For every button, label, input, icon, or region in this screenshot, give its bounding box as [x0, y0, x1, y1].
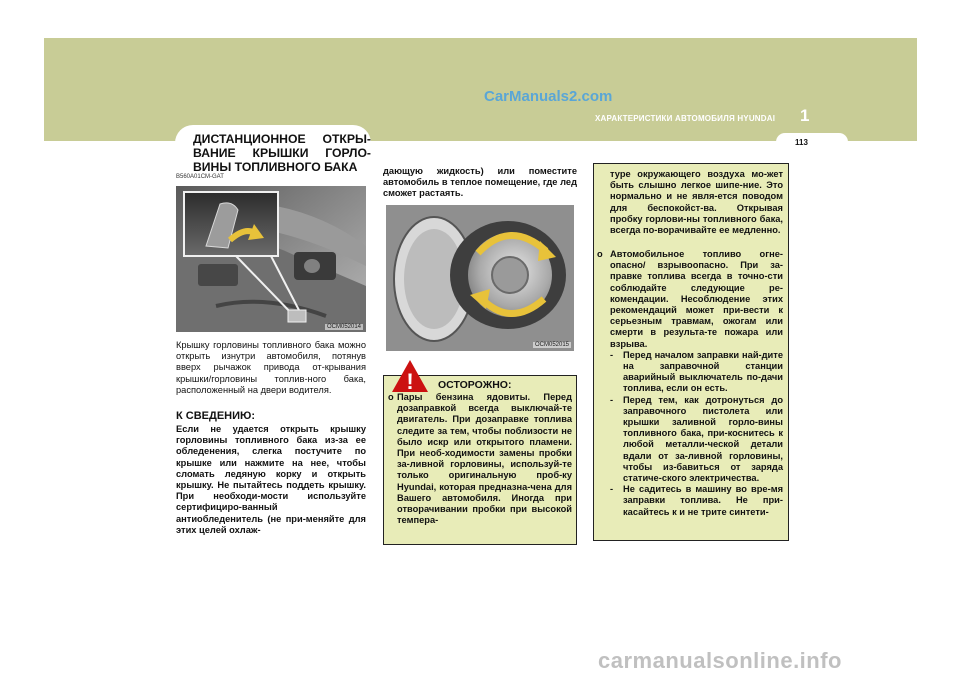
- section-title: ХАРАКТЕРИСТИКИ АВТОМОБИЛЯ HYUNDAI: [595, 114, 776, 123]
- sub-item: [610, 395, 783, 485]
- fuel-cap-photo: [386, 205, 574, 351]
- bullet-marker: o: [597, 249, 603, 259]
- section-heading: ДИСТАНЦИОННОЕ ОТКРЫ-ВАНИЕ КРЫШКИ ГОРЛО-ВИНЫ ТОПЛИВНОГО БАКА: [193, 132, 371, 174]
- warning-symbol: !: [406, 369, 414, 394]
- dash-marker: -: [610, 394, 614, 405]
- chapter-number: 1: [800, 106, 810, 125]
- middle-continuation-text: дающую жидкость) или поместите автомобиль в теплое помещение, где лед сможет растаять.: [383, 166, 577, 199]
- page-number-tab: [776, 133, 848, 149]
- warning-title: ОСТОРОЖНО:: [438, 379, 512, 391]
- dash-marker: -: [610, 349, 614, 360]
- bullet-marker: o: [388, 392, 394, 402]
- warning-item: [388, 392, 572, 526]
- sub-item-text: Не садитесь в машину во вре-мя заправки топлива. Не при-касайтесь к и не трите синтети-: [623, 484, 783, 517]
- dash-marker: -: [610, 484, 614, 495]
- door-lever-photo: [176, 186, 366, 332]
- left-body-text: Крышку горловины топливного бака можно открыть изнутри автомобиля, потянув вверх рычажок привода от-крывания крышки/горловины топлив-ного бака, расположенный на двери водителя.: [176, 340, 366, 395]
- sub-item: [610, 484, 783, 518]
- watermark-bottom[interactable]: carmanualsonline.info: [598, 648, 842, 673]
- caution-text: Если не удается открыть крышку горловины топливного бака из-за ее обледенения, слегка постучите по крышке или нажмите на нее, чтобы сломать ледяную корку и открыть крышку. Не пытайтесь поддеть крышку. При необходи-мости используйте сертифициро-ванный антиобледенитель (не при-меняйте для этих целей охлаж-: [176, 424, 366, 535]
- right-bullet-item: [597, 249, 783, 518]
- watermark-top[interactable]: CarManuals2.com: [484, 88, 613, 105]
- right-sub-list: [610, 350, 783, 518]
- sub-item-text: Перед началом заправки най-дите на заправочной станции аварийный выключатель по-дачи топлива, если он есть.: [623, 349, 783, 394]
- right-bullet-list: [597, 249, 783, 518]
- warning-list: [388, 392, 572, 526]
- sub-item: [610, 350, 783, 395]
- right-continuation-text: туре окружающего воздуха мо-жет быть слышно легкое шипе-ние. Это нормально и не явля-ется поводом для беспокойст-ва. Открывая пробку горлови-ны топливного бака, всегда по-ворачивайте ее медленно.: [610, 169, 783, 236]
- warning-triangle-icon: [390, 358, 430, 394]
- sub-item-text: Перед тем, как дотронуться до заправочного пистолета или крышки заливной горло-вины топливного бака, при-коснитесь к любой металли-ческой детали вдали от за-ливной горловины, чтобы из-бавиться от заряда статиче-ского электричества.: [623, 394, 783, 484]
- header-band: [44, 38, 917, 141]
- caution-heading: К СВЕДЕНИЮ:: [176, 410, 256, 422]
- photo-code-middle: OCM052015: [535, 342, 570, 348]
- warning-text: Пары бензина ядовиты. Перед дозаправкой всегда выключай-те двигатель. При дозаправке топлива следите за тем, чтобы поблизости не было искр или открытого пламени. При необ-ходимости замены пробки за-ливной горловины, используй-те только оригинальную проб-ку Hyundai, которая предназна-чена для Вашего автомобиля. Иногда при отворачивании пробки при высокой темпера-: [397, 392, 572, 526]
- right-bullet-text: Автомобильное топливо огне-опасно/ взрывоопасно. При за-правке топлива всегда в точно-сти соблюдайте следующие ре-комендации. Несоблюдение этих рекомендаций может при-вести к серьезным травмам, ожогам или смерти в результа-те пожара или взрыва.: [610, 249, 783, 349]
- photo-code-left: OCM052014: [327, 324, 362, 330]
- section-code: B560A01CM-GAT: [176, 174, 224, 180]
- page-number: 113: [795, 138, 808, 147]
